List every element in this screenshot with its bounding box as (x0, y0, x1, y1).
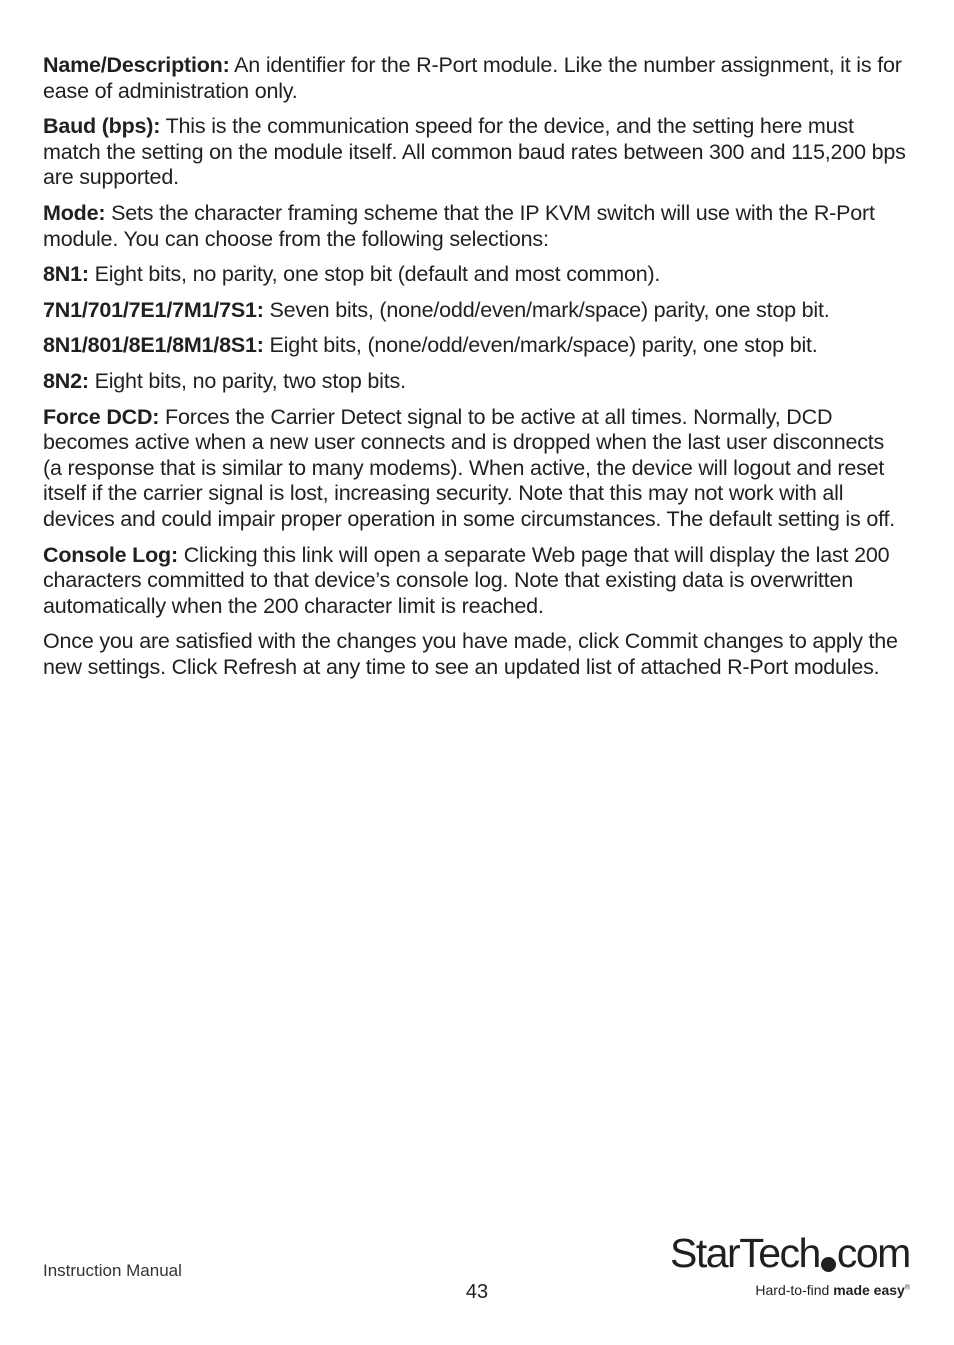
registered-mark: ® (904, 1284, 910, 1292)
footer-manual-label: Instruction Manual (43, 1261, 182, 1280)
logo-tagline (755, 1282, 910, 1298)
closing-paragraph (43, 629, 908, 680)
tagline-bold: made easy (833, 1282, 905, 1298)
page-number: 43 (465, 1281, 489, 1303)
definition-7-bit-modes (43, 298, 908, 324)
term: 8N1/801/8E1/8M1/8S1: (43, 333, 264, 358)
definition-8n2 (43, 369, 908, 395)
tagline-regular: Hard-to-find (755, 1282, 834, 1298)
description: This is the communication speed for the device, and the setting here must match the setting on the module itself. All common baud rates between 300 and 115,200 bps are supported. (43, 114, 906, 190)
description: Eight bits, no parity, one stop bit (default and most common). (88, 262, 661, 287)
definition-force-dcd (43, 405, 908, 533)
definition-8-bit-modes (43, 333, 908, 359)
description: Seven bits, (none/odd/even/mark/space) parity, one stop bit. (263, 297, 830, 322)
term: Baud (bps): (43, 114, 161, 139)
term: 7N1/701/7E1/7M1/7S1: (43, 297, 264, 322)
description: Forces the Carrier Detect signal to be active at all times. Normally, DCD becomes active when a new user connects and is dropped when the last user disconnects (a response that is similar to many modems). When active, the device will logout and reset itself if the carrier signal is lost, increasing security. Note that this may not work with all devices and could impair proper operation in some circumstances. The default setting is off. (43, 404, 896, 531)
logo-brand-part1: StarTech (670, 1230, 820, 1276)
document-body (43, 53, 908, 690)
description: Eight bits, (none/odd/even/mark/space) parity, one stop bit. (263, 333, 818, 358)
description: An identifier for the R-Port module. Like the number assignment, it is for ease of administration only. (43, 53, 902, 103)
term: Mode: (43, 200, 106, 225)
logo-dot-icon (821, 1257, 836, 1272)
definition-mode (43, 201, 908, 252)
definition-baud (43, 114, 908, 191)
logo-wordmark (670, 1230, 910, 1277)
description: Eight bits, no parity, two stop bits. (88, 368, 406, 393)
term: Console Log: (43, 542, 178, 567)
term: Force DCD: (43, 404, 160, 429)
term: 8N2: (43, 368, 89, 393)
startech-logo (670, 1230, 910, 1302)
description: Once you are satisfied with the changes you have made, click Commit changes to apply the new settings. Click Refresh at any time to see an updated list of attached R-Port modules. (43, 629, 898, 679)
description: Sets the character framing scheme that the IP KVM switch will use with the R-Port module. You can choose from the following selections: (43, 200, 875, 251)
term: Name/Description: (43, 53, 230, 77)
term: 8N1: (43, 262, 89, 287)
definition-name-description (43, 53, 908, 104)
definition-8n1 (43, 262, 908, 288)
logo-brand-part2: com (836, 1230, 910, 1276)
description: Clicking this link will open a separate Web page that will display the last 200 characters committed to that device’s console log. Note that existing data is overwritten automatically when the 200 character limit is reached. (43, 542, 890, 618)
definition-console-log (43, 543, 908, 620)
